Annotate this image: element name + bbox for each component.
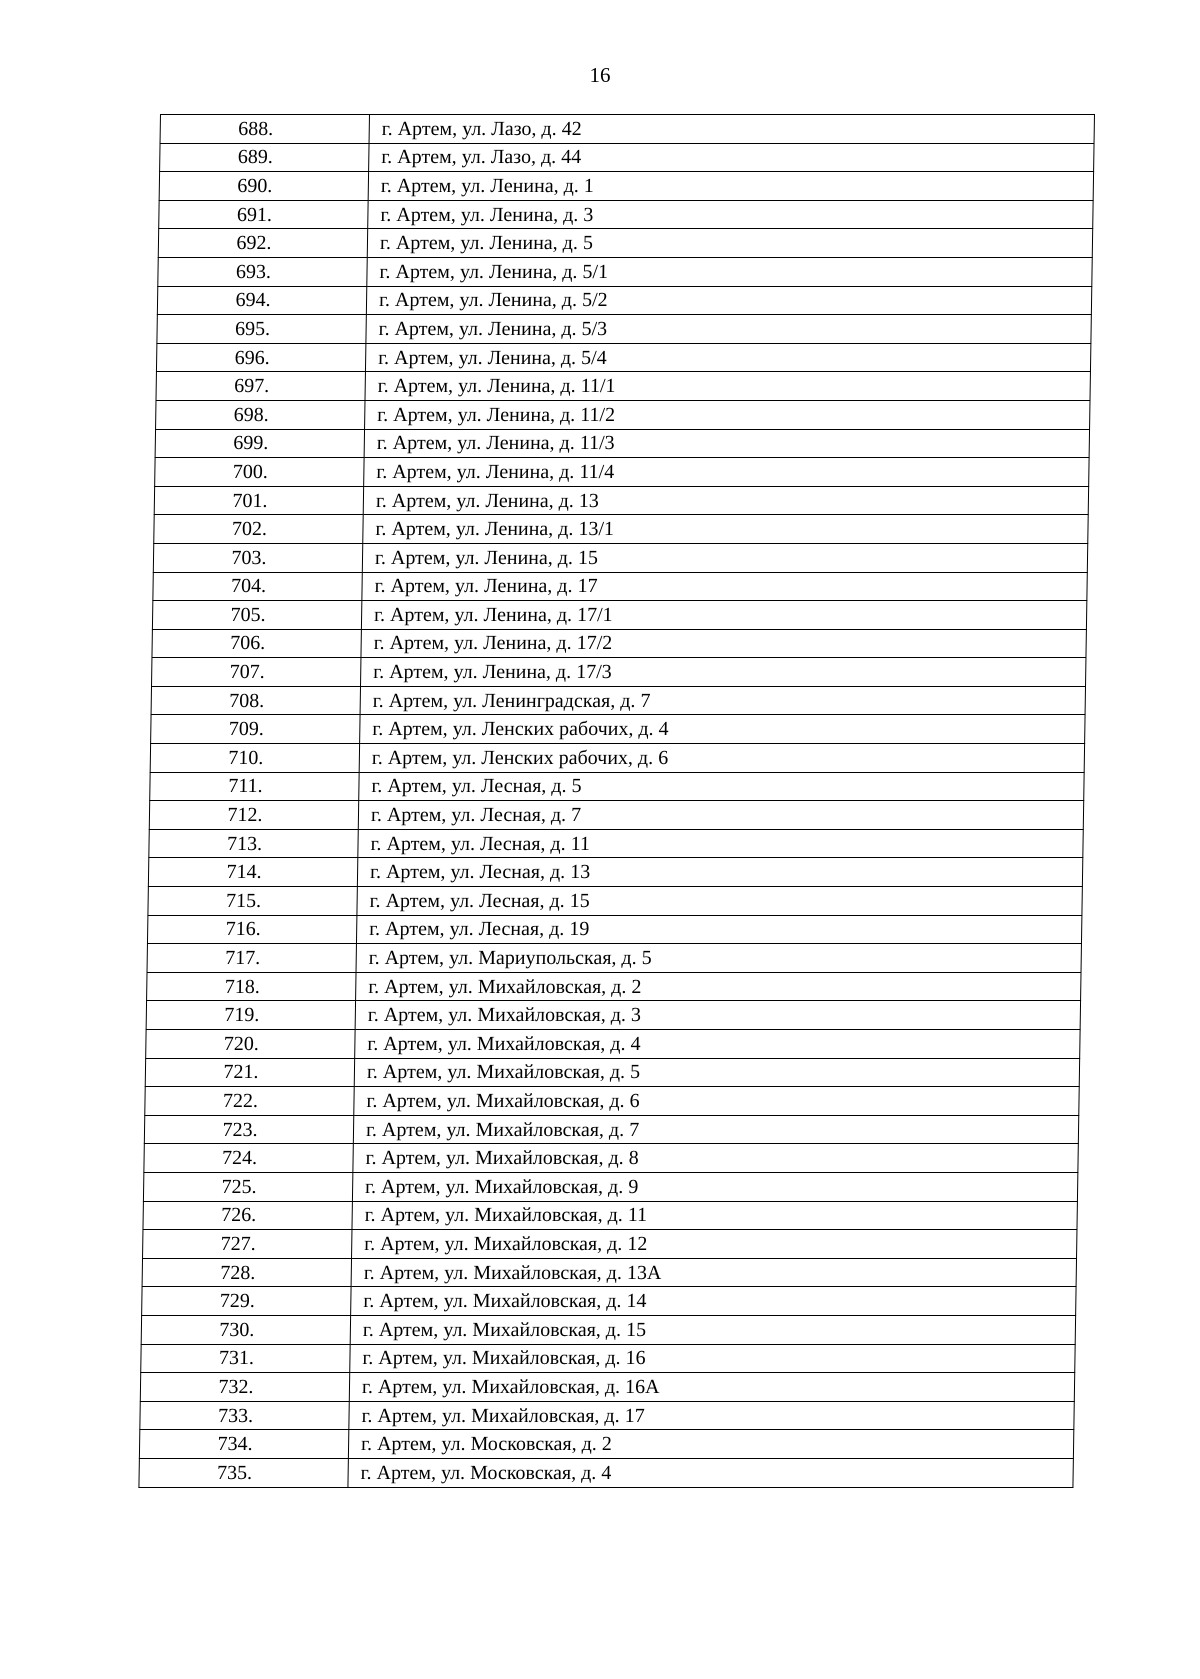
row-number-cell: 709. (151, 715, 360, 744)
table-row (154, 515, 1088, 544)
address-cell: г. Артем, ул. Михайловская, д. 8 (353, 1144, 1078, 1173)
address-cell: г. Артем, ул. Ленина, д. 5/3 (366, 315, 1091, 344)
row-number-cell: 726. (143, 1201, 352, 1230)
table-row (144, 1115, 1078, 1144)
table-row (143, 1201, 1077, 1230)
row-number-cell: 689. (160, 143, 369, 172)
table-row (155, 458, 1089, 487)
address-cell: г. Артем, ул. Лесная, д. 15 (357, 887, 1082, 916)
address-cell: г. Артем, ул. Ленина, д. 15 (362, 543, 1087, 572)
address-cell: г. Артем, ул. Ленина, д. 5/2 (366, 286, 1091, 315)
address-cell: г. Артем, ул. Ленина, д. 11/2 (365, 400, 1090, 429)
row-number-cell: 721. (145, 1058, 354, 1087)
table-row (148, 887, 1082, 916)
address-cell: г. Артем, ул. Михайловская, д. 9 (352, 1172, 1077, 1201)
table-row (157, 286, 1091, 315)
row-number-cell: 710. (150, 744, 359, 773)
table-row (156, 372, 1090, 401)
address-cell: г. Артем, ул. Михайловская, д. 2 (356, 972, 1081, 1001)
row-number-cell: 717. (147, 944, 356, 973)
row-number-cell: 730. (141, 1315, 350, 1344)
address-cell: г. Артем, ул. Ленинградская, д. 7 (360, 686, 1085, 715)
table-row (151, 715, 1085, 744)
row-number-cell: 712. (149, 801, 358, 830)
address-cell: г. Артем, ул. Михайловская, д. 3 (355, 1001, 1080, 1030)
table-row (145, 1087, 1079, 1116)
table-row (156, 343, 1090, 372)
row-number-cell: 707. (152, 658, 361, 687)
row-number-cell: 694. (157, 286, 366, 315)
table-row (139, 1430, 1073, 1459)
table-row (160, 115, 1094, 144)
row-number-cell: 728. (142, 1258, 351, 1287)
row-number-cell: 690. (159, 172, 368, 201)
address-cell: г. Артем, ул. Михайловская, д. 12 (352, 1230, 1077, 1259)
address-cell: г. Артем, ул. Ленина, д. 13/1 (363, 515, 1088, 544)
table-row (152, 629, 1086, 658)
row-number-cell: 727. (143, 1230, 352, 1259)
address-cell: г. Артем, ул. Ленина, д. 5/1 (367, 257, 1092, 286)
table-row (158, 229, 1092, 258)
row-number-cell: 723. (144, 1115, 353, 1144)
table-row (152, 601, 1086, 630)
table-row (140, 1401, 1074, 1430)
row-number-cell: 711. (150, 772, 359, 801)
row-number-cell: 706. (152, 629, 361, 658)
row-number-cell: 693. (158, 257, 367, 286)
address-cell: г. Артем, ул. Московская, д. 2 (348, 1430, 1073, 1459)
table-row (149, 801, 1083, 830)
table-row (143, 1172, 1077, 1201)
address-cell: г. Артем, ул. Михайловская, д. 7 (353, 1115, 1078, 1144)
address-cell: г. Артем, ул. Михайловская, д. 15 (350, 1315, 1075, 1344)
address-cell: г. Артем, ул. Ленских рабочих, д. 6 (359, 744, 1084, 773)
page-number: 16 (589, 63, 611, 87)
address-cell: г. Артем, ул. Михайловская, д. 17 (349, 1401, 1074, 1430)
address-cell: г. Артем, ул. Лесная, д. 13 (357, 858, 1082, 887)
row-number-cell: 715. (148, 887, 357, 916)
address-cell: г. Артем, ул. Михайловская, д. 4 (355, 1030, 1080, 1059)
address-table (138, 114, 1095, 1488)
table-row (155, 429, 1089, 458)
address-cell: г. Артем, ул. Лазо, д. 42 (369, 115, 1094, 144)
table-row (156, 400, 1090, 429)
table-row (159, 200, 1093, 229)
row-number-cell: 713. (149, 829, 358, 858)
row-number-cell: 699. (155, 429, 364, 458)
table-row (149, 829, 1083, 858)
address-cell: г. Артем, ул. Лесная, д. 7 (358, 801, 1083, 830)
table-row (159, 172, 1093, 201)
row-number-cell: 733. (140, 1401, 349, 1430)
row-number-cell: 725. (143, 1172, 352, 1201)
address-cell: г. Артем, ул. Ленина, д. 17/1 (361, 601, 1086, 630)
table-row (141, 1344, 1075, 1373)
address-cell: г. Артем, ул. Лазо, д. 44 (369, 143, 1094, 172)
address-cell: г. Артем, ул. Московская, д. 4 (348, 1458, 1073, 1487)
table-row (153, 543, 1087, 572)
table-row (153, 572, 1087, 601)
row-number-cell: 734. (139, 1430, 348, 1459)
table-row (147, 915, 1081, 944)
table-row (147, 944, 1081, 973)
address-cell: г. Артем, ул. Михайловская, д. 14 (351, 1287, 1076, 1316)
address-cell: г. Артем, ул. Лесная, д. 11 (358, 829, 1083, 858)
table-row (152, 658, 1086, 687)
table-row (160, 143, 1094, 172)
table-row (142, 1287, 1076, 1316)
row-number-cell: 731. (141, 1344, 350, 1373)
row-number-cell: 688. (160, 115, 369, 144)
address-cell: г. Артем, ул. Ленина, д. 1 (368, 172, 1093, 201)
address-cell: г. Артем, ул. Михайловская, д. 16А (349, 1373, 1074, 1402)
table-row (146, 1001, 1080, 1030)
row-number-cell: 735. (139, 1458, 348, 1487)
address-cell: г. Артем, ул. Ленина, д. 5 (367, 229, 1092, 258)
row-number-cell: 718. (147, 972, 356, 1001)
table-row (146, 1030, 1080, 1059)
table-row (145, 1058, 1079, 1087)
table-row (157, 315, 1091, 344)
row-number-cell: 729. (142, 1287, 351, 1316)
row-number-cell: 705. (152, 601, 361, 630)
row-number-cell: 719. (146, 1001, 355, 1030)
table-row (141, 1315, 1075, 1344)
row-number-cell: 720. (146, 1030, 355, 1059)
table-row (140, 1373, 1074, 1402)
row-number-cell: 722. (145, 1087, 354, 1116)
row-number-cell: 701. (154, 486, 363, 515)
row-number-cell: 714. (148, 858, 357, 887)
row-number-cell: 702. (154, 515, 363, 544)
row-number-cell: 703. (153, 543, 362, 572)
address-cell: г. Артем, ул. Михайловская, д. 5 (354, 1058, 1079, 1087)
address-cell: г. Артем, ул. Ленина, д. 17/3 (361, 658, 1086, 687)
table-row (158, 257, 1092, 286)
row-number-cell: 698. (156, 400, 365, 429)
table-row (148, 858, 1082, 887)
address-cell: г. Артем, ул. Ленина, д. 11/1 (365, 372, 1090, 401)
row-number-cell: 716. (147, 915, 356, 944)
address-cell: г. Артем, ул. Лесная, д. 5 (359, 772, 1084, 801)
table-row (147, 972, 1081, 1001)
row-number-cell: 697. (156, 372, 365, 401)
address-table-body (139, 115, 1095, 1488)
row-number-cell: 732. (140, 1373, 349, 1402)
address-cell: г. Артем, ул. Ленина, д. 17 (362, 572, 1087, 601)
table-row (150, 744, 1084, 773)
address-cell: г. Артем, ул. Ленина, д. 3 (368, 200, 1093, 229)
row-number-cell: 691. (159, 200, 368, 229)
table-row (143, 1230, 1077, 1259)
address-cell: г. Артем, ул. Мариупольская, д. 5 (356, 944, 1081, 973)
row-number-cell: 724. (144, 1144, 353, 1173)
row-number-cell: 695. (157, 315, 366, 344)
table-row (151, 686, 1085, 715)
address-cell: г. Артем, ул. Ленина, д. 11/3 (364, 429, 1089, 458)
address-cell: г. Артем, ул. Михайловская, д. 6 (354, 1087, 1079, 1116)
table-row (142, 1258, 1076, 1287)
address-cell: г. Артем, ул. Ленина, д. 17/2 (361, 629, 1086, 658)
address-cell: г. Артем, ул. Ленина, д. 11/4 (364, 458, 1089, 487)
address-cell: г. Артем, ул. Лесная, д. 19 (356, 915, 1081, 944)
address-cell: г. Артем, ул. Михайловская, д. 16 (350, 1344, 1075, 1373)
table-row (144, 1144, 1078, 1173)
address-cell: г. Артем, ул. Ленских рабочих, д. 4 (360, 715, 1085, 744)
row-number-cell: 700. (155, 458, 364, 487)
table-row (139, 1458, 1073, 1487)
address-cell: г. Артем, ул. Ленина, д. 5/4 (365, 343, 1090, 372)
address-cell: г. Артем, ул. Ленина, д. 13 (363, 486, 1088, 515)
row-number-cell: 696. (156, 343, 365, 372)
address-cell: г. Артем, ул. Михайловская, д. 11 (352, 1201, 1077, 1230)
row-number-cell: 704. (153, 572, 362, 601)
table-row (150, 772, 1084, 801)
table-row (154, 486, 1088, 515)
row-number-cell: 708. (151, 686, 360, 715)
address-cell: г. Артем, ул. Михайловская, д. 13А (351, 1258, 1076, 1287)
row-number-cell: 692. (158, 229, 367, 258)
